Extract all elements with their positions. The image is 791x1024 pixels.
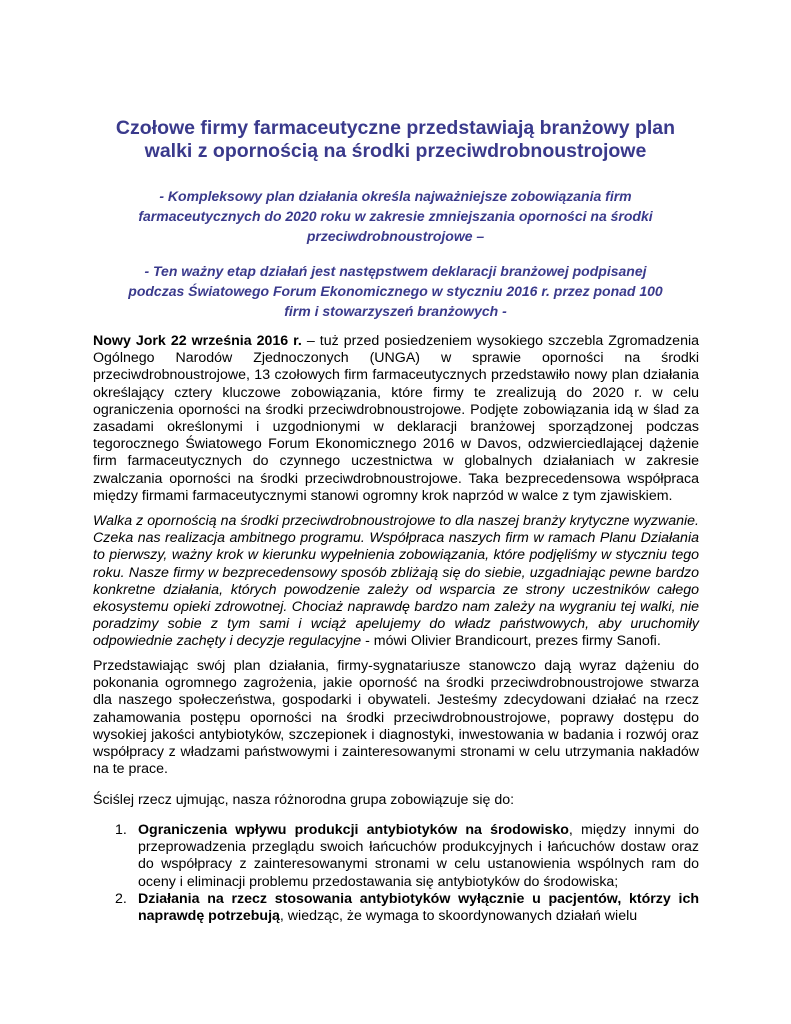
subtitle-second-line-2: podczas Światowego Forum Ekonomicznego w styczniu 2016 r. przez ponad 100: [128, 283, 663, 299]
paragraph-quote: [93, 513, 699, 651]
subtitle-first-line-3: przeciwdrobnoustrojowe –: [306, 228, 485, 244]
quote-attribution: - mówi Olivier Brandicourt, prezes firmy Sanofi.: [361, 633, 661, 650]
list-item-text: , wiedząc, że wymaga to skoordynowanych działań wielu: [279, 908, 638, 925]
list-item: [93, 891, 699, 925]
dateline: Nowy Jork 22 września 2016 r.: [93, 333, 302, 349]
list-item-number: 1.: [115, 822, 127, 838]
page-title: [60, 117, 731, 163]
paragraph-intro: [93, 333, 699, 505]
list-item-heading: Działania na rzecz stosowania antybiotyków wyłącznie u pacjentów, którzy ich naprawdę potrzebują: [138, 890, 699, 925]
subtitle-first-line-2: farmaceutycznych do 2020 roku w zakresie zmniejszania oporności na środki: [138, 208, 653, 224]
commitments-list: [93, 822, 699, 925]
list-item-text: , między innymi do przeprowadzenia przeglądu swoich łańcuchów produkcyjnych i łańcuchów dostaw oraz do współpracy z zainteresowanymi stronami w celu ustanowienia wspólnych ram do oceny i eliminacji problemu przedostawania się antybiotyków do środowiska;: [138, 822, 699, 890]
subtitle-second-line-3: firm i stowarzyszeń branżowych -: [284, 303, 507, 319]
paragraph-plan: Przedstawiając swój plan działania, firmy-sygnatariusze stanowczo dają wyraz dążeniu do pokonania ogromnego zagrożenia, jakie oporność na środki przeciwdrobnoustrojowe stwarza dla naszego społeczeństwa, gospodarki i obywateli. Jesteśmy zdecydowani działać na rzecz zahamowania postępu oporności na środki przeciwdrobnoustrojowe, poprawy dostępu do wysokiej jakości antybiotyków, szczepionek i diagnostyki, inwestowania w badania i rozwój oraz współpracy z władzami państwowymi i zainteresowanymi stronami w celu utrzymania nakładów na te prace.: [93, 658, 699, 778]
subtitle-second-line-1: - Ten ważny etap działań jest następstwem deklaracji branżowej podpisanej: [144, 263, 647, 279]
subtitle-first: [120, 186, 671, 246]
quote-text: Walka z opornością na środki przeciwdrobnoustrojowe to dla naszej branży krytyczne wyzwanie. Czeka nas realizacja ambitnego programu. Współpraca naszych firm w ramach Planu Działania to pierwszy, ważny krok w kierunku wypełnienia zobowiązania, które podjęliśmy w styczniu tego roku. Nasze firmy w bezprecedensowy sposób zbliżają się do siebie, uzgadniając pewne bardzo konkretne działania, których powodzenie zależy od wsparcia ze strony uczestników całego ekosystemu opieki zdrowotnej. Chociaż naprawdę bardzo nam zależy na wygraniu tej walki, nie poradzimy sobie z tym sami i wciąż apelujemy do władz państwowych, aby uruchomiły odpowiednie zachęty i decyzje regulacyjne: [93, 513, 699, 650]
title-line-2: walki z opornością na środki przeciwdrobnoustrojowe: [144, 140, 647, 162]
list-item-number: 2.: [115, 890, 127, 907]
subtitle-first-line-1: - Kompleksowy plan działania określa najważniejsze zobowiązania firm: [159, 188, 632, 204]
title-line-1: Czołowe firmy farmaceutyczne przedstawiają branżowy plan: [115, 117, 676, 139]
list-item-heading: Ograniczenia wpływu produkcji antybiotyków na środowisko: [138, 822, 569, 838]
subtitle-second: [120, 261, 671, 321]
paragraph-intro-text: – tuż przed posiedzeniem wysokiego szczebla Zgromadzenia Ogólnego Narodów Zjednoczonych (UNGA) w sprawie oporności na środki przeciwdrobnoustrojowe, 13 czołowych firm farmaceutycznych przedstawiło nowy plan działania określający cztery kluczowe zobowiązania, które firmy te zrealizują do 2020 r. w celu ograniczenia oporności na środki przeciwdrobnoustrojowe. Podjęte zobowiązania idą w ślad za zasadami określonymi i uzgodnionymi w deklaracji branżowej sporządzonej podczas tegorocznego Światowego Forum Ekonomicznego 2016 w Davos, odzwierciedlającej dążenie firm farmaceutycznych do czynnego uczestnictwa w globalnych działaniach w zakresie zwalczania oporności na środki przeciwdrobnoustrojowe. Taka bezprecedensowa współpraca między firmami farmaceutycznymi stanowi ogromny krok naprzód w walce z tym zjawiskiem.: [93, 333, 699, 504]
list-item: [93, 822, 699, 891]
paragraph-commitments-intro: Ściślej rzecz ujmując, nasza różnorodna grupa zobowiązuje się do:: [93, 792, 515, 808]
